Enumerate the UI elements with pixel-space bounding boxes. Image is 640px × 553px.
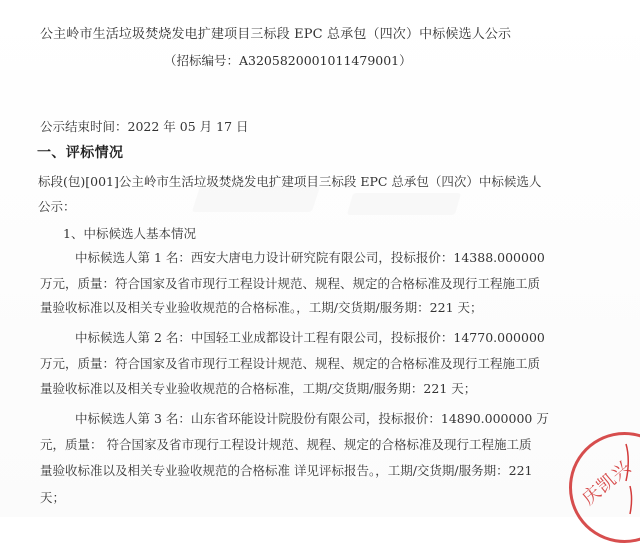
candidate-2-line: 中标候选人第 2 名：中国轻工业成都设计工程有限公司，投标报价：14770.000000 bbox=[75, 330, 545, 345]
stamp-edge-marks bbox=[622, 442, 634, 517]
intro-line: 公示： bbox=[38, 199, 76, 214]
candidate-1-line: 量验收标准以及相关专业验收规范的合格标准。，工期/交货期/服务期：221 天； bbox=[40, 300, 483, 315]
page-title: 公主岭市生活垃圾焚烧发电扩建项目三标段 EPC 总承包（四次）中标候选人公示 bbox=[40, 27, 512, 42]
candidate-3-line: 量验收标准以及相关专业验收规范的合格标准 详见评标报告。，工期/交货期/服务期：221 bbox=[40, 463, 533, 478]
section-heading: 一、评标情况 bbox=[37, 145, 124, 161]
faint-watermark bbox=[347, 193, 461, 215]
candidate-3-line: 天； bbox=[40, 490, 66, 505]
candidate-2-line: 万元，质量：符合国家及省市现行工程设计规范、规程、规定的合格标准及现行工程施工质 bbox=[40, 356, 541, 371]
candidate-1-line: 万元，质量：符合国家及省市现行工程设计规范、规程、规定的合格标准及现行工程施工质 bbox=[40, 276, 541, 291]
tender-number: （招标编号：A3205820001011479001） bbox=[164, 53, 412, 68]
stamp-text: 庆凯兴 bbox=[578, 456, 636, 510]
publication-end-date: 公示结束时间：2022 年 05 月 17 日 bbox=[40, 119, 249, 134]
candidate-1-line: 中标候选人第 1 名：西安大唐电力设计研究院有限公司，投标报价：14388.000000 bbox=[75, 250, 545, 265]
candidate-3-line: 元，质量： 符合国家及省市现行工程设计规范、规程、规定的合格标准及现行工程施工质 bbox=[40, 437, 532, 452]
intro-line: 标段(包)[001]公主岭市生活垃圾焚烧发电扩建项目三标段 EPC 总承包（四次）中标候选人 bbox=[38, 174, 542, 189]
candidate-2-line: 量验收标准以及相关专业验收规范的合格标准，工期/交货期/服务期：221 天； bbox=[40, 381, 477, 396]
subsection-heading: 1、中标候选人基本情况 bbox=[63, 226, 196, 241]
candidate-3-line: 中标候选人第 3 名：山东省环能设计院股份有限公司，投标报价：14890.000000 万 bbox=[75, 411, 549, 426]
